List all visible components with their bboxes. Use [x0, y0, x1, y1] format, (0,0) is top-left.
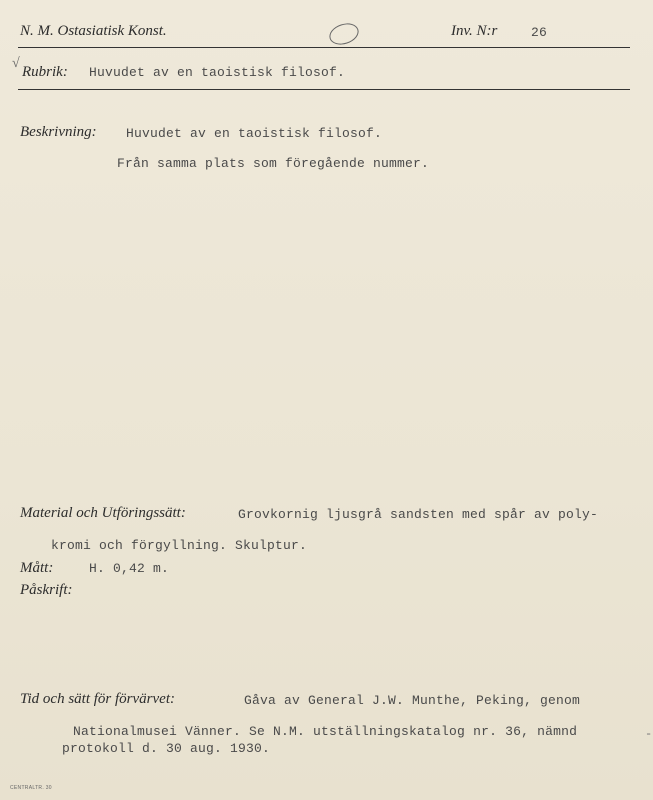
rubrik-label: Rubrik: — [22, 64, 68, 80]
material-line-1: Grovkornig ljusgrå sandsten med spår av poly- — [238, 507, 599, 522]
forvarv-line-2: Nationalmusei Vänner. Se N.M. utställningskatalog nr. 36, nämnd — [73, 724, 578, 739]
check-tick-mark: √ — [12, 56, 20, 71]
printer-mark: CENTRALTR. 30 — [10, 785, 52, 791]
matt-label: Mått: — [20, 560, 54, 576]
pencil-circle-mark — [327, 20, 362, 48]
material-line-2: kromi och förgyllning. Skulptur. — [51, 538, 308, 553]
beskrivning-line-2: Från samma plats som föregående nummer. — [117, 156, 430, 171]
rubrik-value: Huvudet av en taoistisk filosof. — [89, 65, 346, 80]
matt-value: H. 0,42 m. — [89, 561, 170, 576]
beskrivning-label: Beskrivning: — [20, 124, 97, 140]
rubrik-rule — [18, 89, 630, 90]
inv-label: Inv. N:r — [451, 23, 498, 39]
forvarv-line-1: Gåva av General J.W. Munthe, Peking, genom — [244, 693, 581, 708]
inv-number: 26 — [531, 25, 548, 40]
beskrivning-line-1: Huvudet av en taoistisk filosof. — [126, 126, 383, 141]
material-label: Material och Utföringssätt: — [20, 505, 186, 521]
header-rule — [18, 47, 630, 48]
paskrift-label: Påskrift: — [20, 582, 73, 598]
margin-dash-mark: - — [645, 727, 653, 741]
forvarv-line-3: protokoll d. 30 aug. 1930. — [62, 741, 271, 756]
forvarv-label: Tid och sätt för förvärvet: — [20, 691, 175, 707]
institution-title: N. M. Ostasiatisk Konst. — [20, 23, 167, 39]
